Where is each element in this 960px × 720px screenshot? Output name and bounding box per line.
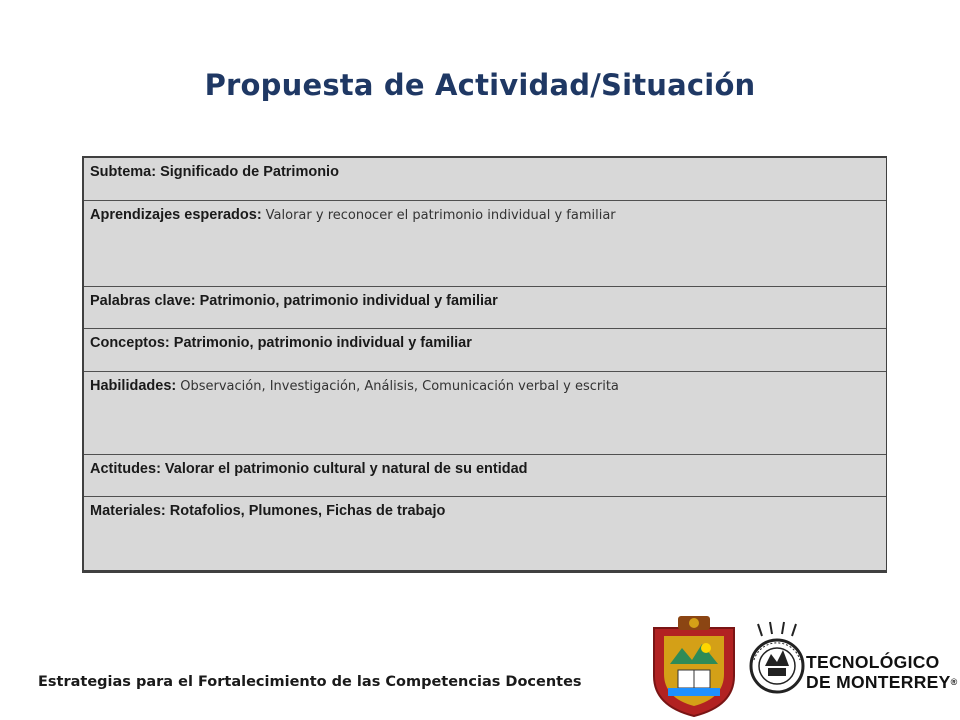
row-label: Habilidades: [90, 378, 181, 394]
tec-seal-icon [748, 620, 806, 696]
slide-title: Propuesta de Actividad/Situación [204, 68, 756, 102]
table-row-materiales [84, 497, 886, 570]
row-value: Patrimonio, patrimonio individual y familiar [199, 293, 498, 309]
footer-text: Estrategias para el Fortalecimiento de las Competencias Docentes [38, 674, 582, 690]
tec-logo-line1: TECNOLÓGICO [806, 652, 940, 672]
estado-mexico-shield-icon [648, 614, 740, 718]
row-label: Actitudes: [90, 461, 165, 477]
row-label: Aprendizajes esperados: [90, 207, 266, 223]
row-value: Patrimonio, patrimonio individual y familiar [173, 335, 472, 351]
tec-logo [806, 652, 958, 692]
activity-table [82, 156, 887, 573]
tec-logo-line2: DE MONTERREY [806, 672, 951, 692]
row-value: Rotafolios, Plumones, Fichas de trabajo [169, 503, 446, 519]
row-value: Valorar el patrimonio cultural y natural de su entidad [164, 461, 528, 477]
row-label: Palabras clave: [90, 293, 200, 309]
row-label: Conceptos: [90, 335, 174, 351]
row-label: Materiales: [90, 503, 170, 519]
registered-mark: ® [950, 677, 958, 687]
row-value: Observación, Investigación, Análisis, Comunicación verbal y escrita [180, 379, 619, 394]
table-row-habilidades [84, 372, 886, 455]
table-row-palabras-clave [84, 287, 886, 329]
row-value: Valorar y reconocer el patrimonio individual y familiar [265, 208, 616, 223]
row-value: Significado de Patrimonio [160, 164, 339, 180]
table-row-actitudes [84, 455, 886, 497]
table-row-aprendizajes [84, 201, 886, 287]
table-row-conceptos [84, 329, 886, 372]
row-label: Subtema: [90, 164, 161, 180]
table-row-subtema [84, 158, 886, 201]
